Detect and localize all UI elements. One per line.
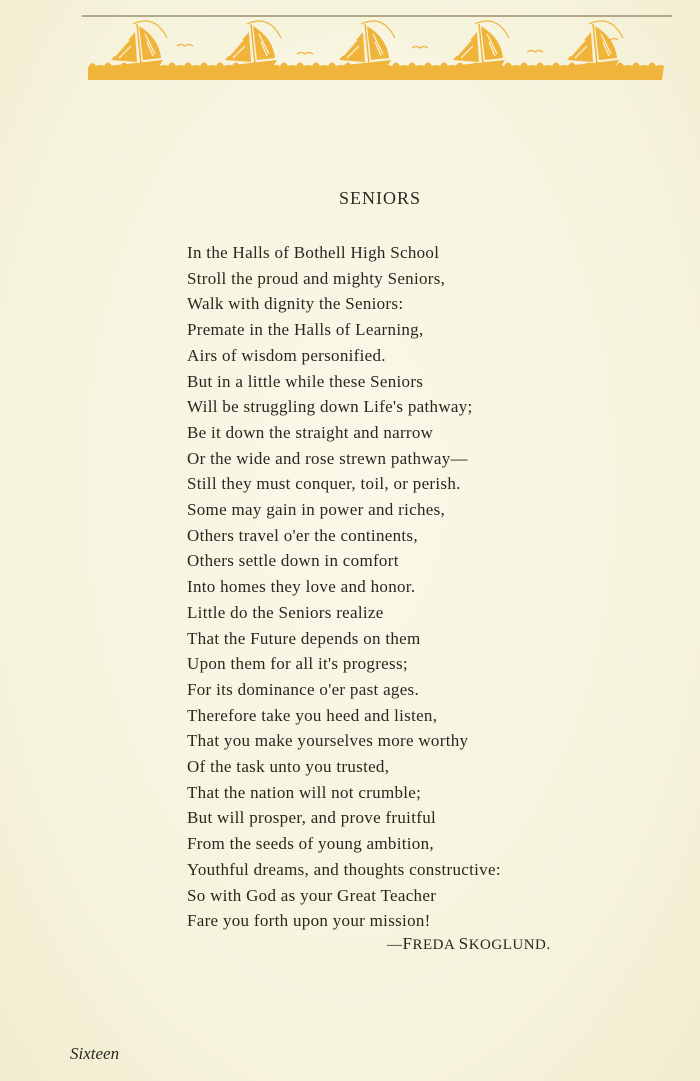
seagull-icon (297, 53, 313, 55)
poem-line: Or the wide and rose strewn pathway— (187, 448, 468, 468)
page-number: Sixteen (70, 1044, 120, 1063)
author-last-rest: KOGLUND. (468, 937, 551, 953)
poem-line: That you make yourselves more worthy (187, 731, 469, 751)
poem-line: So with God as your Great Teacher (187, 885, 437, 905)
author-dash: — (387, 937, 403, 953)
poem-line: That the nation will not crumble; (187, 782, 422, 802)
poem-line: Into homes they love and honor. (187, 577, 416, 597)
author-first-initial: F (402, 934, 413, 953)
poem-author (387, 934, 551, 954)
seagull-icon (412, 47, 428, 49)
sailing-ships-banner (82, 10, 672, 85)
sailing-ship-icon (109, 21, 167, 72)
poem-line: From the seeds of young ambition, (187, 834, 434, 854)
poem-line: In the Halls of Bothell High School (187, 243, 440, 262)
poem-line: But in a little while these Seniors (187, 371, 424, 391)
poem-line: Of the task unto you trusted, (187, 757, 390, 777)
author-first-rest: REDA (412, 937, 455, 953)
poem-body (187, 240, 607, 934)
poem-title: SENIORS (338, 188, 421, 208)
poem-line: Some may gain in power and riches, (187, 500, 446, 520)
poem-line: Upon them for all it's progress; (187, 654, 408, 674)
poem-line: Stroll the proud and mighty Seniors, (187, 268, 446, 288)
poem-line: Youthful dreams, and thoughts constructive: (187, 859, 501, 879)
seagull-icon (527, 51, 543, 53)
poem-line: Premate in the Halls of Learning, (187, 320, 424, 340)
author-last-initial: S (458, 934, 469, 953)
poem-line: Therefore take you heed and listen, (187, 705, 438, 725)
poem-line: Others settle down in comfort (187, 551, 399, 571)
poem-line: Fare you forth upon your mission! (187, 911, 431, 931)
poem-line: Will be struggling down Life's pathway; (187, 397, 473, 417)
poem-line: But will prosper, and prove fruitful (187, 808, 437, 828)
poem-line: Airs of wisdom personified. (187, 345, 386, 365)
poem-line: For its dominance o'er past ages. (187, 679, 420, 699)
poem-line: Be it down the straight and narrow (187, 422, 434, 442)
poem-line: Walk with dignity the Seniors: (187, 294, 404, 314)
poem-line: That the Future depends on them (187, 628, 421, 648)
poem-line: Little do the Seniors realize (187, 602, 384, 622)
seagull-icon (177, 45, 193, 47)
sailing-ship-icon (223, 21, 281, 72)
poem-line: Still they must conquer, toil, or perish. (187, 474, 461, 494)
header-banner (82, 10, 672, 85)
poem-line: Others travel o'er the continents, (187, 525, 418, 545)
